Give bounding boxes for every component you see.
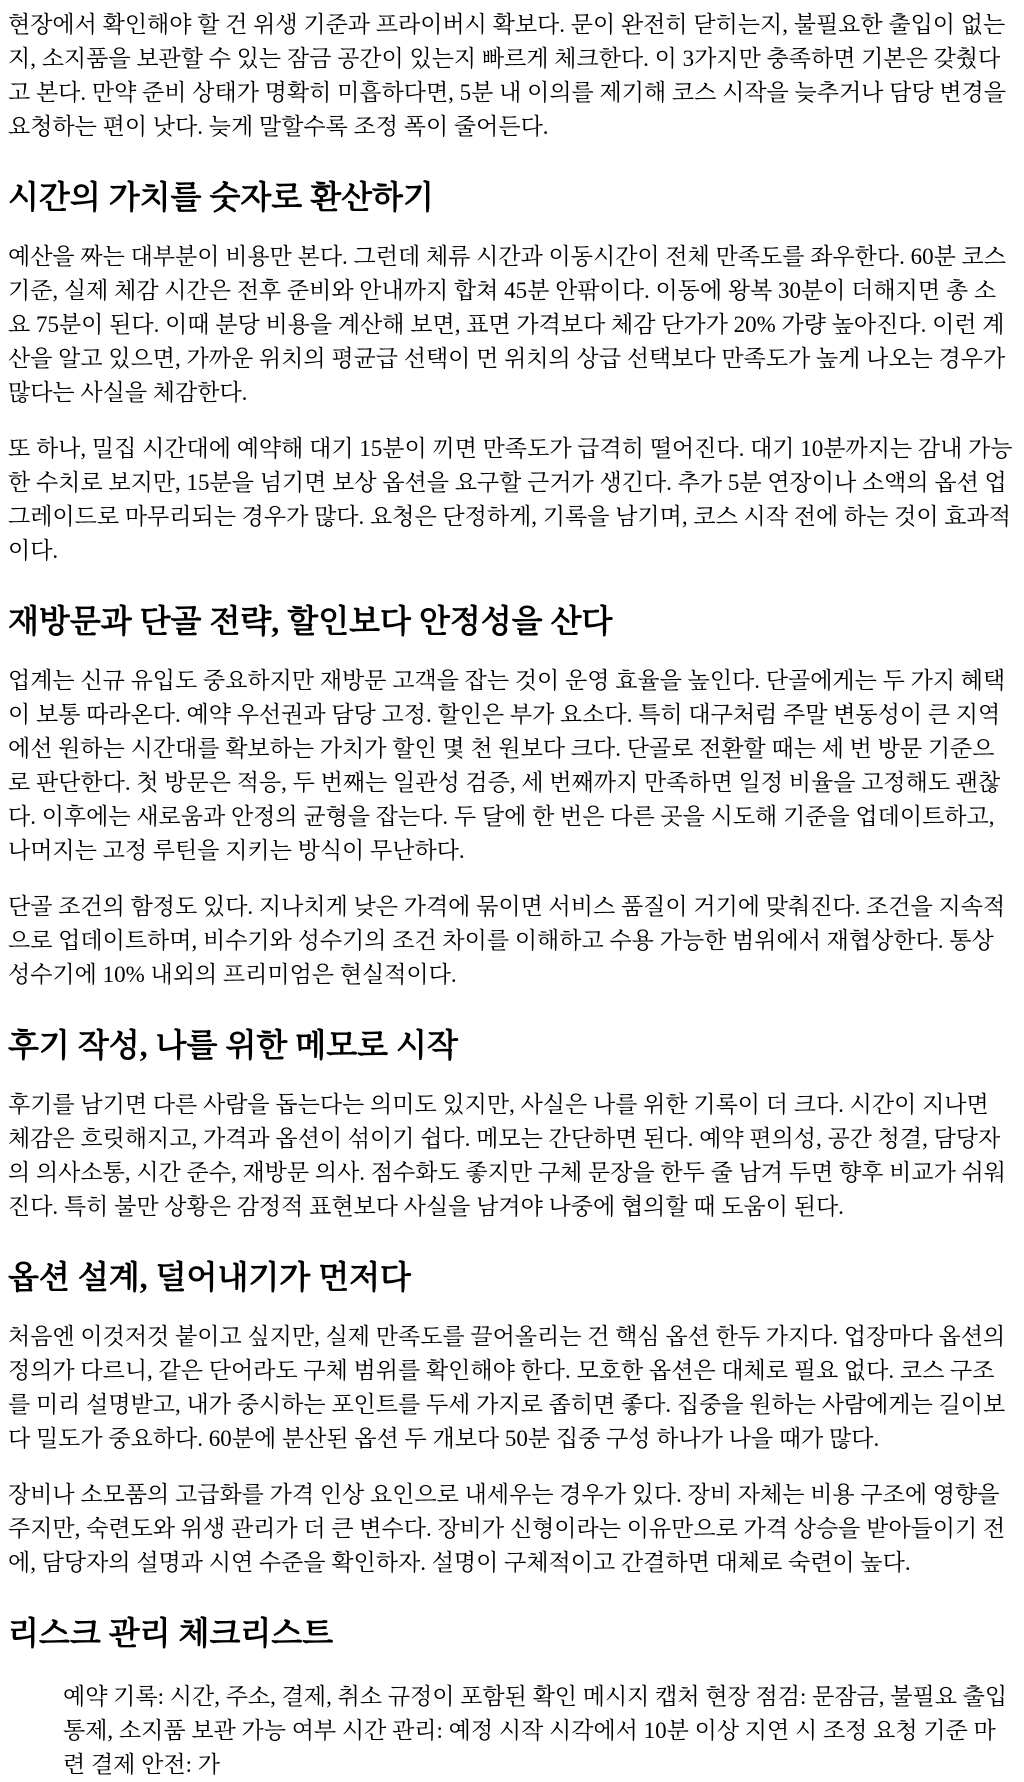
section-heading: 후기 작성, 나를 위한 메모로 시작	[8, 1027, 458, 1063]
paragraph: 단골 조건의 함정도 있다. 지나치게 낮은 가격에 묶이면 서비스 품질이 거기에 맞춰진다. 조건을 지속적으로 업데이트하며, 비수기와 성수기의 조건 차이를 이해하고 수용 가능한 범위에서 재협상한다. 통상 성수기에 10% 내외의 프리미엄은 현실적이다.	[8, 894, 1006, 987]
section-3	[8, 1256, 1016, 1580]
section-2	[8, 1024, 1016, 1224]
intro-paragraph: 현장에서 확인해야 할 건 위생 기준과 프라이버시 확보다. 문이 완전히 닫히는지, 불필요한 출입이 없는지, 소지품을 보관할 수 있는 잠금 공간이 있는지 빠르게 체크한다. 이 3가지만 충족하면 기본은 갖췄다고 본다. 만약 준비 상태가 명확히 미흡하다면, 5분 내 이의를 제기해 코스 시작을 늦추거나 담당 변경을 요청하는 편이 낫다. 늦게 말할수록 조정 폭이 줄어든다.	[8, 12, 1006, 139]
section-4	[8, 1612, 1016, 1782]
section-heading: 재방문과 단골 전략, 할인보다 안정성을 산다	[8, 603, 613, 639]
section-heading: 리스크 관리 체크리스트	[8, 1615, 334, 1651]
section-heading: 옵션 설계, 덜어내기가 먼저다	[8, 1259, 411, 1295]
paragraph: 업계는 신규 유입도 중요하지만 재방문 고객을 잡는 것이 운영 효율을 높인다. 단골에게는 두 가지 혜택이 보통 따라온다. 예약 우선권과 담당 고정. 할인은 부가 요소다. 특히 대구처럼 주말 변동성이 큰 지역에선 원하는 시간대를 확보하는 가치가 할인 몇 천 원보다 크다. 단골로 전환할 때는 세 번 방문 기준으로 판단한다. 첫 방문은 적응, 두 번째는 일관성 검증, 세 번째까지 만족하면 일정 비율을 고정해도 괜찮다. 이후에는 새로움과 안정의 균형을 잡는다. 두 달에 한 번은 다른 곳을 시도해 기준을 업데이트하고, 나머지는 고정 루틴을 지키는 방식이 무난하다.	[8, 668, 1006, 863]
paragraph: 후기를 남기면 다른 사람을 돕는다는 의미도 있지만, 사실은 나를 위한 기록이 더 크다. 시간이 지나면 체감은 흐릿해지고, 가격과 옵션이 섞이기 쉽다. 메모는 간단하면 된다. 예약 편의성, 공간 청결, 담당자의 의사소통, 시간 준수, 재방문 의사. 점수화도 좋지만 구체 문장을 한두 줄 남겨 두면 향후 비교가 쉬워진다. 특히 불만 상황은 감정적 표현보다 사실을 남겨야 나중에 협의할 때 도움이 된다.	[8, 1092, 1006, 1219]
paragraph: 장비나 소모품의 고급화를 가격 인상 요인으로 내세우는 경우가 있다. 장비 자체는 비용 구조에 영향을 주지만, 숙련도와 위생 관리가 더 큰 변수다. 장비가 신형이라는 이유만으로 가격 상승을 받아들이기 전에, 담당자의 설명과 시연 수준을 확인하자. 설명이 구체적이고 간결하면 대체로 숙련이 높다.	[8, 1482, 1006, 1575]
paragraph: 처음엔 이것저것 붙이고 싶지만, 실제 만족도를 끌어올리는 건 핵심 옵션 한두 가지다. 업장마다 옵션의 정의가 다르니, 같은 단어라도 구체 범위를 확인해야 한다. 모호한 옵션은 대체로 필요 없다. 코스 구조를 미리 설명받고, 내가 중시하는 포인트를 두세 가지로 좁히면 좋다. 집중을 원하는 사람에게는 길이보다 밀도가 중요하다. 60분에 분산된 옵션 두 개보다 50분 집중 구성 하나가 나을 때가 많다.	[8, 1324, 1006, 1451]
checklist-block: 예약 기록: 시간, 주소, 결제, 취소 규정이 포함된 확인 메시지 캡처 현장 점검: 문잠금, 불필요 출입 통제, 소지품 보관 가능 여부 시간 관리: 예정 시작 시각에서 10분 이상 지연 시 조정 요청 기준 마련 결제 안전: 가	[63, 1684, 1008, 1777]
section-0	[8, 176, 1016, 568]
section-heading: 시간의 가치를 숫자로 환산하기	[8, 179, 434, 215]
article-body	[8, 8, 1016, 1782]
paragraph: 또 하나, 밀집 시간대에 예약해 대기 15분이 끼면 만족도가 급격히 떨어진다. 대기 10분까지는 감내 가능한 수치로 보지만, 15분을 넘기면 보상 옵션을 요구할 근거가 생긴다. 추가 5분 연장이나 소액의 옵션 업그레이드로 마무리되는 경우가 많다. 요청은 단정하게, 기록을 남기며, 코스 시작 전에 하는 것이 효과적이다.	[8, 436, 1013, 563]
section-1	[8, 600, 1016, 992]
paragraph: 예산을 짜는 대부분이 비용만 본다. 그런데 체류 시간과 이동시간이 전체 만족도를 좌우한다. 60분 코스 기준, 실제 체감 시간은 전후 준비와 안내까지 합쳐 45분 안팎이다. 이동에 왕복 30분이 더해지면 총 소요 75분이 된다. 이때 분당 비용을 계산해 보면, 표면 가격보다 체감 단가가 20% 가량 높아진다. 이런 계산을 알고 있으면, 가까운 위치의 평균급 선택이 먼 위치의 상급 선택보다 만족도가 높게 나오는 경우가 많다는 사실을 체감한다.	[8, 244, 1006, 405]
sections-container	[8, 176, 1016, 1782]
